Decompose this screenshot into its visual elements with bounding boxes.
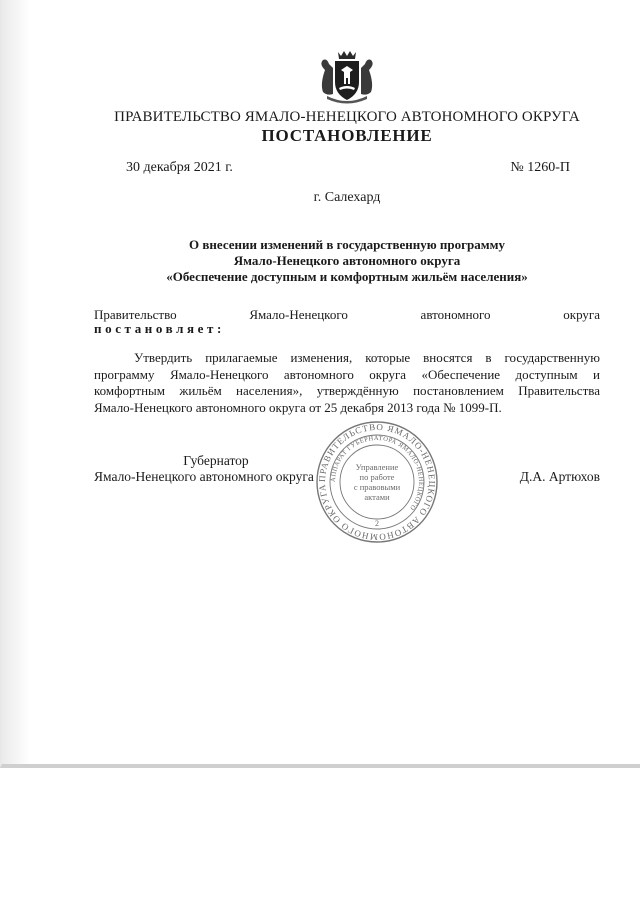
seal-center-line: с правовыми: [353, 482, 401, 492]
document-number: № 1260-П: [510, 160, 570, 175]
preamble-word: Ямало-Ненецкого: [249, 307, 348, 322]
preamble-word: округа: [563, 307, 600, 322]
seal-center-line: Управление: [355, 462, 399, 472]
seal-center-line: актами: [364, 492, 390, 502]
seal-center-text: [338, 443, 416, 521]
preamble-word: Правительство: [94, 307, 177, 322]
seal-outer-text: ПРАВИТЕЛЬСТВО ЯМАЛО-НЕНЕЦКОГО АВТОНОМНОГО ОКРУГА: [316, 421, 438, 543]
document-subject: [60, 237, 634, 285]
signatory-name: Д.А. Артюхов: [519, 469, 600, 484]
document-city: г. Салехард: [313, 190, 381, 205]
paragraph-line: Ямало-Ненецкого автономного округа от 25 декабря 2013 года № 1099-П.: [94, 399, 502, 415]
subject-line: Ямало-Ненецкого автономного округа: [233, 253, 461, 268]
signatory-organization: Ямало-Ненецкого автономного округа: [94, 469, 314, 484]
government-name: ПРАВИТЕЛЬСТВО ЯМАЛО-НЕНЕЦКОГО АВТОНОМНОГО ОКРУГА: [114, 109, 580, 125]
main-paragraph: [94, 350, 600, 416]
subject-line: О внесении изменений в государственную программу: [189, 237, 505, 252]
paragraph-line: программу Ямало-Ненецкого автономного округа «Обеспечение доступным и: [94, 366, 600, 382]
seal-inner-ring-text: АППАРАТ ГУБЕРНАТОРА ЯМАЛО-НЕНЕЦКОГО: [329, 434, 425, 512]
preamble-verb: постановляет:: [94, 321, 225, 336]
seal-center-line: по работе: [359, 472, 395, 482]
signatory-title: Губернатор: [183, 453, 249, 468]
preamble-word: автономного: [420, 307, 491, 322]
paragraph-line: Утвердить прилагаемые изменения, которые вносятся в государственную: [134, 350, 600, 365]
document-type: ПОСТАНОВЛЕНИЕ: [261, 126, 433, 145]
coat-of-arms-emblem-icon: [315, 48, 379, 106]
document-date: 30 декабря 2021 г.: [126, 160, 233, 175]
subject-line: «Обеспечение доступным и комфортным жильём населения»: [166, 269, 528, 284]
seal-number: 2: [375, 519, 379, 528]
paragraph-line: комфортным жильём населения», утверждённую постановлением Правительства: [94, 383, 600, 398]
